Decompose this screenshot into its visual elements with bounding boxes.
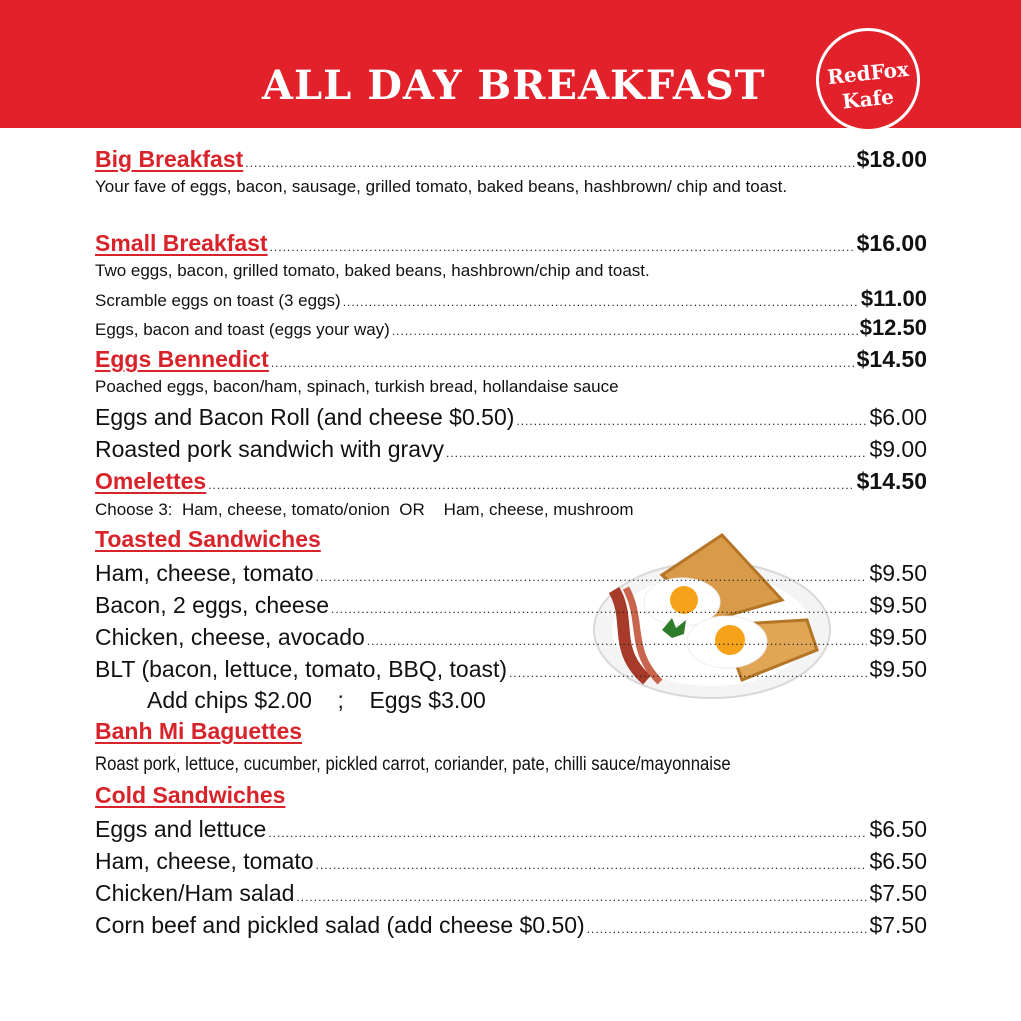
page-title: ALL DAY BREAKFAST — [262, 62, 766, 109]
item-price: $9.50 — [869, 624, 927, 650]
item-price: $14.50 — [856, 468, 927, 494]
item-name: Scramble eggs on toast (3 eggs) — [95, 291, 341, 310]
item-description: Poached eggs, bacon/ham, spinach, turkish bread, hollandaise sauce — [95, 377, 619, 396]
toasted-addons: Add chips $2.00 ; Eggs $3.00 — [147, 687, 486, 713]
menu-item-toasted-1 — [95, 560, 927, 587]
menu-item-scramble-eggs — [95, 286, 927, 312]
item-name: Eggs and Bacon Roll (and cheese $0.50) — [95, 404, 515, 430]
dot-leader — [316, 858, 868, 872]
section-heading-banh-mi: Banh Mi Baguettes — [95, 718, 303, 744]
menu-item-cold-3 — [95, 880, 927, 907]
menu-item-toasted-3 — [95, 624, 927, 651]
redfox-kafe-logo — [816, 28, 920, 132]
dot-leader — [446, 446, 867, 460]
section-heading-cold: Cold Sandwiches — [95, 782, 286, 808]
menu-item-cold-2 — [95, 848, 927, 875]
item-description: Your fave of eggs, bacon, sausage, grilled tomato, baked beans, hashbrown/ chip and toast. — [95, 177, 788, 196]
dot-leader — [331, 602, 867, 616]
menu-item-cold-1 — [95, 816, 927, 843]
item-price: $12.50 — [859, 315, 927, 340]
item-name: Eggs and lettuce — [95, 816, 267, 842]
item-name: Big Breakfast — [95, 146, 244, 172]
header-banner — [0, 0, 1021, 128]
dot-leader — [367, 634, 868, 648]
item-name: Eggs, bacon and toast (eggs your way) — [95, 320, 390, 339]
dot-leader — [296, 890, 867, 904]
item-name: Bacon, 2 eggs, cheese — [95, 592, 329, 618]
item-price: $16.00 — [856, 230, 927, 256]
item-name: Eggs Bennedict — [95, 346, 269, 372]
item-name: Omelettes — [95, 468, 207, 494]
item-price: $6.50 — [869, 816, 927, 842]
dot-leader — [268, 826, 867, 840]
item-name: Chicken/Ham salad — [95, 880, 295, 906]
dot-leader — [392, 324, 858, 338]
menu-item-omelettes — [95, 468, 927, 495]
dot-leader — [316, 570, 868, 584]
item-price: $7.50 — [869, 912, 927, 938]
item-price: $14.50 — [856, 346, 927, 372]
item-price: $6.00 — [869, 404, 927, 430]
menu-item-small-breakfast — [95, 230, 927, 257]
menu-item-eggs-benedict — [95, 346, 927, 373]
item-price: $11.00 — [860, 286, 927, 311]
menu-item-roasted-pork — [95, 436, 927, 463]
menu-item-cold-4 — [95, 912, 927, 939]
menu-item-toasted-2 — [95, 592, 927, 619]
item-name: Small Breakfast — [95, 230, 268, 256]
section-heading-toasted: Toasted Sandwiches — [95, 526, 321, 552]
item-price: $6.50 — [869, 848, 927, 874]
item-price: $7.50 — [869, 880, 927, 906]
item-name: Roasted pork sandwich with gravy — [95, 436, 444, 462]
menu-item-eggs-bacon-toast — [95, 315, 927, 341]
item-price: $9.50 — [869, 592, 927, 618]
item-price: $18.00 — [856, 146, 927, 172]
dot-leader — [587, 922, 868, 936]
menu-item-big-breakfast — [95, 146, 927, 173]
item-name: Ham, cheese, tomato — [95, 560, 314, 586]
dot-leader — [516, 414, 867, 428]
logo-text-line1: RedFox — [826, 56, 910, 90]
dot-leader — [245, 156, 854, 170]
item-name: Ham, cheese, tomato — [95, 848, 314, 874]
item-description: Choose 3: Ham, cheese, tomato/onion OR Ham, cheese, mushroom — [95, 500, 634, 519]
item-description: Two eggs, bacon, grilled tomato, baked beans, hashbrown/chip and toast. — [95, 261, 650, 280]
menu-item-toasted-4 — [95, 656, 927, 683]
dot-leader — [509, 666, 867, 680]
item-description: Roast pork, lettuce, cucumber, pickled carrot, coriander, pate, chilli sauce/mayonnaise — [95, 754, 731, 775]
item-name: Corn beef and pickled salad (add cheese $0.50) — [95, 912, 585, 938]
dot-leader — [208, 478, 854, 492]
item-price: $9.50 — [869, 560, 927, 586]
item-price: $9.00 — [869, 436, 927, 462]
item-name: Chicken, cheese, avocado — [95, 624, 365, 650]
menu-item-eggs-bacon-roll — [95, 404, 927, 431]
dot-leader — [343, 295, 859, 309]
dot-leader — [270, 240, 855, 254]
item-name: BLT (bacon, lettuce, tomato, BBQ, toast) — [95, 656, 508, 682]
item-price: $9.50 — [869, 656, 927, 682]
dot-leader — [271, 356, 855, 370]
logo-text-line2: Kafe — [841, 84, 895, 114]
